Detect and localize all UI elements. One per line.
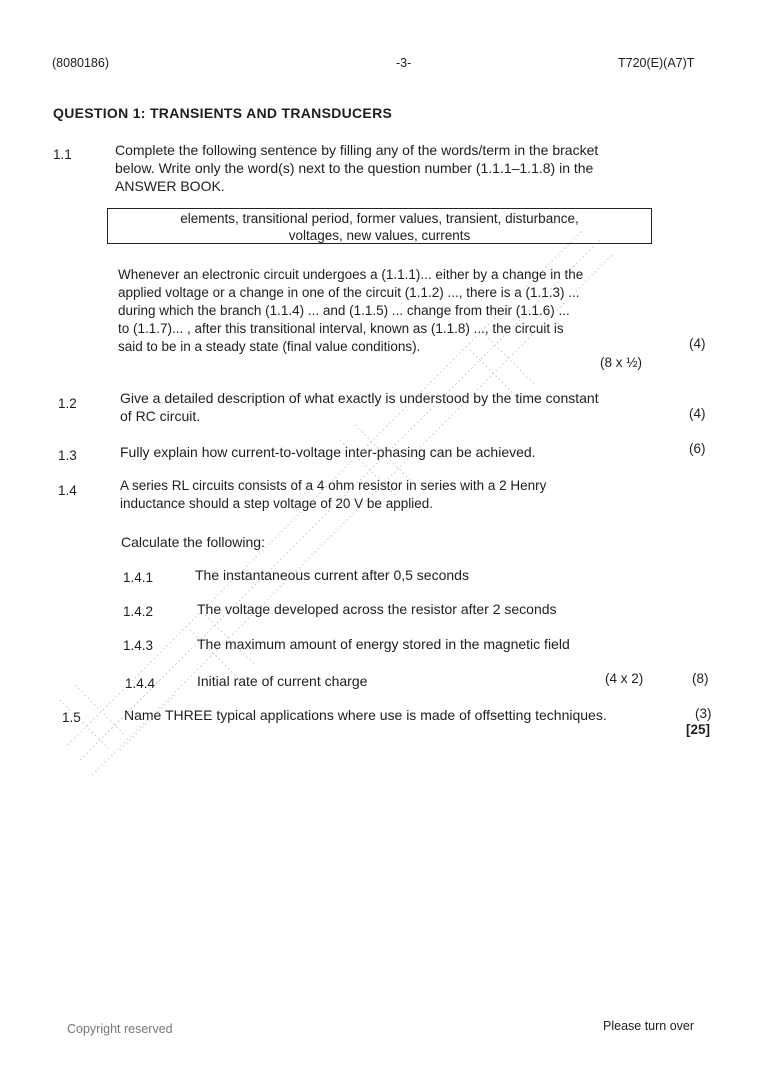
q1-4-1-number: 1.4.1 xyxy=(123,570,154,585)
q1-4-number: 1.4 xyxy=(58,483,77,498)
paragraph-line: during which the branch (1.1.4) ... and (1.1.5) ... change from their (1.1.6) ... xyxy=(118,303,570,318)
q1-4-line: inductance should a step voltage of 20 V be applied. xyxy=(120,496,433,511)
q1-4-text xyxy=(120,477,652,513)
q1-1-instruction-line: Complete the following sentence by filling any of the words/term in the bracket xyxy=(115,142,599,158)
q1-4-1-text: The instantaneous current after 0,5 seconds xyxy=(195,567,469,583)
q1-1-instruction-line: ANSWER BOOK. xyxy=(115,178,225,194)
q1-4-sub-marks: (4 x 2) xyxy=(605,671,644,686)
q1-3-number: 1.3 xyxy=(58,448,77,463)
paragraph-line: applied voltage or a change in one of the circuit (1.1.2) ..., there is a (1.1.3) ... xyxy=(118,285,580,300)
q1-1-instruction xyxy=(115,141,655,195)
word-bank-line: voltages, new values, currents xyxy=(288,228,471,243)
q1-2-text xyxy=(120,389,655,425)
paragraph-line: said to be in a steady state (final value conditions). xyxy=(118,339,421,354)
q1-3-marks: (6) xyxy=(689,441,706,456)
header-paper-code: (8080186) xyxy=(52,56,109,70)
word-bank-line: elements, transitional period, former values, transient, disturbance, xyxy=(180,211,579,226)
footer-copyright: Copyright reserved xyxy=(67,1022,173,1036)
q1-5-marks: (3) xyxy=(695,706,712,721)
header-exam-code: T720(E)(A7)T xyxy=(618,56,695,70)
q1-1-marks: (4) xyxy=(689,336,706,351)
q1-1-number: 1.1 xyxy=(53,147,72,162)
q1-4-3-number: 1.4.3 xyxy=(123,638,154,653)
word-bank-box xyxy=(107,208,652,244)
q1-4-4-text: Initial rate of current charge xyxy=(197,673,368,689)
q1-5-text: Name THREE typical applications where use is made of offsetting techniques. xyxy=(124,707,607,723)
q1-4-4-number: 1.4.4 xyxy=(125,676,156,691)
q1-1-instruction-line: below. Write only the word(s) next to the question number (1.1.1–1.1.8) in the xyxy=(115,160,594,176)
q1-2-marks: (4) xyxy=(689,406,706,421)
paragraph-line: Whenever an electronic circuit undergoes a (1.1.1)... either by a change in the xyxy=(118,267,584,282)
question-title: QUESTION 1: TRANSIENTS AND TRANSDUCERS xyxy=(53,105,393,121)
q1-4-marks: (8) xyxy=(692,671,709,686)
q1-4-line: A series RL circuits consists of a 4 ohm resistor in series with a 2 Henry xyxy=(120,478,547,493)
footer-turn-over: Please turn over xyxy=(603,1019,695,1033)
question-total-marks: [25] xyxy=(686,722,711,737)
q1-2-number: 1.2 xyxy=(58,396,77,411)
q1-2-line: Give a detailed description of what exactly is understood by the time constant xyxy=(120,390,599,406)
q1-4-2-text: The voltage developed across the resistor after 2 seconds xyxy=(197,601,557,617)
q1-5-number: 1.5 xyxy=(62,710,81,725)
q1-2-line: of RC circuit. xyxy=(120,408,201,424)
q1-3-text: Fully explain how current-to-voltage inter-phasing can be achieved. xyxy=(120,444,536,460)
paragraph-line: to (1.1.7)... , after this transitional interval, known as (1.1.8) ..., the circuit is xyxy=(118,321,564,336)
q1-1-fill-paragraph xyxy=(118,266,648,356)
q1-4-calculate-prompt: Calculate the following: xyxy=(121,534,265,550)
q1-4-3-text: The maximum amount of energy stored in the magnetic field xyxy=(197,636,570,652)
q1-1-sub-marks: (8 x ½) xyxy=(600,355,643,370)
header-page-number: -3- xyxy=(396,56,412,70)
q1-4-2-number: 1.4.2 xyxy=(123,604,154,619)
